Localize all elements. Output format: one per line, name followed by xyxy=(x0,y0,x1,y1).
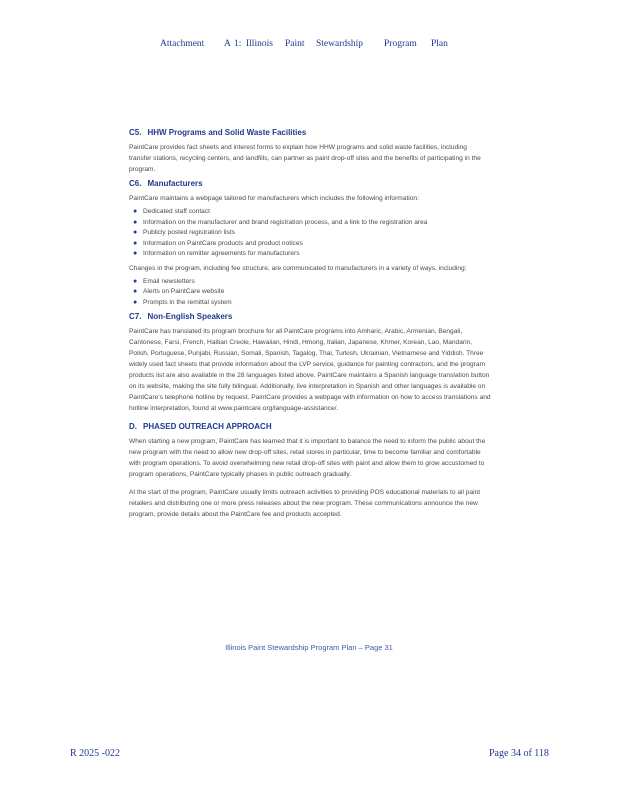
attachment-word: Attachment xyxy=(160,39,205,49)
list-item: ● Information on remitter agreements for manufacturers xyxy=(143,249,491,260)
paragraph: Changes in the program, including fee structure, are communicated to manufacturers in a variety of ways, including: xyxy=(129,264,467,272)
attachment-word: Plan xyxy=(431,39,448,49)
list-item: ● Email newsletters xyxy=(143,277,491,288)
attachment-word: Program xyxy=(384,39,417,49)
section-number: C6. xyxy=(129,179,142,188)
section-title: Non-English Speakers xyxy=(147,312,233,321)
paragraph: PaintCare has translated its program brochure for all PaintCare programs into Amharic, Arabic, Armenian, Bengali, Cantonese, Farsi, French, Haitian Creole, Hawaiian, Hindi, Hmong, Italian, Japanese, Khmer, Korean, Lao, Mandarin, Polish, Portuguese, Punjabi, Russian, Somali, Spanish, Tagalog, Thai, Turkish, Ukrainian, Vietnamese and Yiddish. Three widely used fact sheets that provide information about the LVP service, guidance for painting contractors, and the program products list are also available in the 28 languages listed above. PaintCare maintains a Spanish language translation button on its website, making the site fully bilingual. Additionally, live interpretation in Spanish and other languages is available on PaintCare's telephone hotline by request. PaintCare provides a webpage with information on how to access translations and hotline interpretation, found at www.paintcare.org/language-assistance/. xyxy=(129,328,491,412)
document-id: R 2025 -022 xyxy=(70,748,120,759)
section-title: PHASED OUTREACH APPROACH xyxy=(143,422,272,431)
bullet-icon: ● xyxy=(133,250,138,257)
section-heading-d xyxy=(129,421,491,432)
attachment-word: Illinois xyxy=(246,39,273,49)
paragraph: PaintCare provides fact sheets and interest forms to explain how HHW programs and solid waste facilities, including transfer stations, recycling centers, and landfills, can partner as paint drop-off sites and the benefits of participating in the program. xyxy=(129,144,481,173)
section-heading-c5 xyxy=(129,127,491,138)
list-item: ● Alerts on PaintCare website xyxy=(143,287,491,298)
paragraph: When starting a new program, PaintCare has learned that it is important to balance the need to inform the public about the new program with the need to allow new drop-off sites, retail stores in particular, time to become familiar and comfortable with program operations. To avoid overwhelming new retail drop-off sites with paint and allow them to grow accustomed to program operations, PaintCare typically phases in public outreach gradually. xyxy=(129,438,486,478)
page-content xyxy=(129,127,491,523)
bullet-icon: ● xyxy=(133,288,138,295)
section-number: C7. xyxy=(129,312,142,321)
attachment-word: Stewardship xyxy=(316,39,363,49)
page-footer: Illinois Paint Stewardship Program Plan – Page 31 xyxy=(225,643,393,652)
bullet-list xyxy=(129,207,491,260)
paragraph: At the start of the program, PaintCare usually limits outreach activities to providing POS educational materials to all paint retailers and distributing one or more press releases about the new program. These communications announce the new program, provide details about the PaintCare fee and products accepted. xyxy=(129,489,481,518)
list-item: ● Dedicated staff contact xyxy=(143,207,491,218)
section-title: Manufacturers xyxy=(147,179,203,188)
attachment-header xyxy=(0,39,618,53)
page-number: Page 34 of 118 xyxy=(489,748,549,759)
bullet-icon: ● xyxy=(133,298,138,306)
attachment-word: 1: xyxy=(234,39,242,49)
section-heading-c6 xyxy=(129,178,491,189)
bullet-icon: ● xyxy=(133,229,138,236)
section-number: D. xyxy=(129,422,137,431)
bullet-icon: ● xyxy=(133,208,138,215)
bullet-icon: ● xyxy=(133,239,138,247)
list-item: ● Information on the manufacturer and brand registration process, and a link to the registration area xyxy=(143,218,491,229)
section-number: C5. xyxy=(129,128,142,137)
attachment-word: A xyxy=(224,39,231,49)
list-item: ● Publicly posted registration lists xyxy=(143,228,491,239)
section-title: HHW Programs and Solid Waste Facilities xyxy=(147,128,307,137)
bullet-icon: ● xyxy=(133,218,138,226)
bullet-list xyxy=(129,277,491,309)
list-item: ● Prompts in the remittal system xyxy=(143,298,491,309)
bullet-icon: ● xyxy=(133,277,138,285)
attachment-word: Paint xyxy=(285,39,305,49)
list-item: ● Information on PaintCare products and product notices xyxy=(143,239,491,250)
paragraph: PaintCare maintains a webpage tailored for manufacturers which includes the following information: xyxy=(129,195,419,202)
section-heading-c7 xyxy=(129,311,491,322)
